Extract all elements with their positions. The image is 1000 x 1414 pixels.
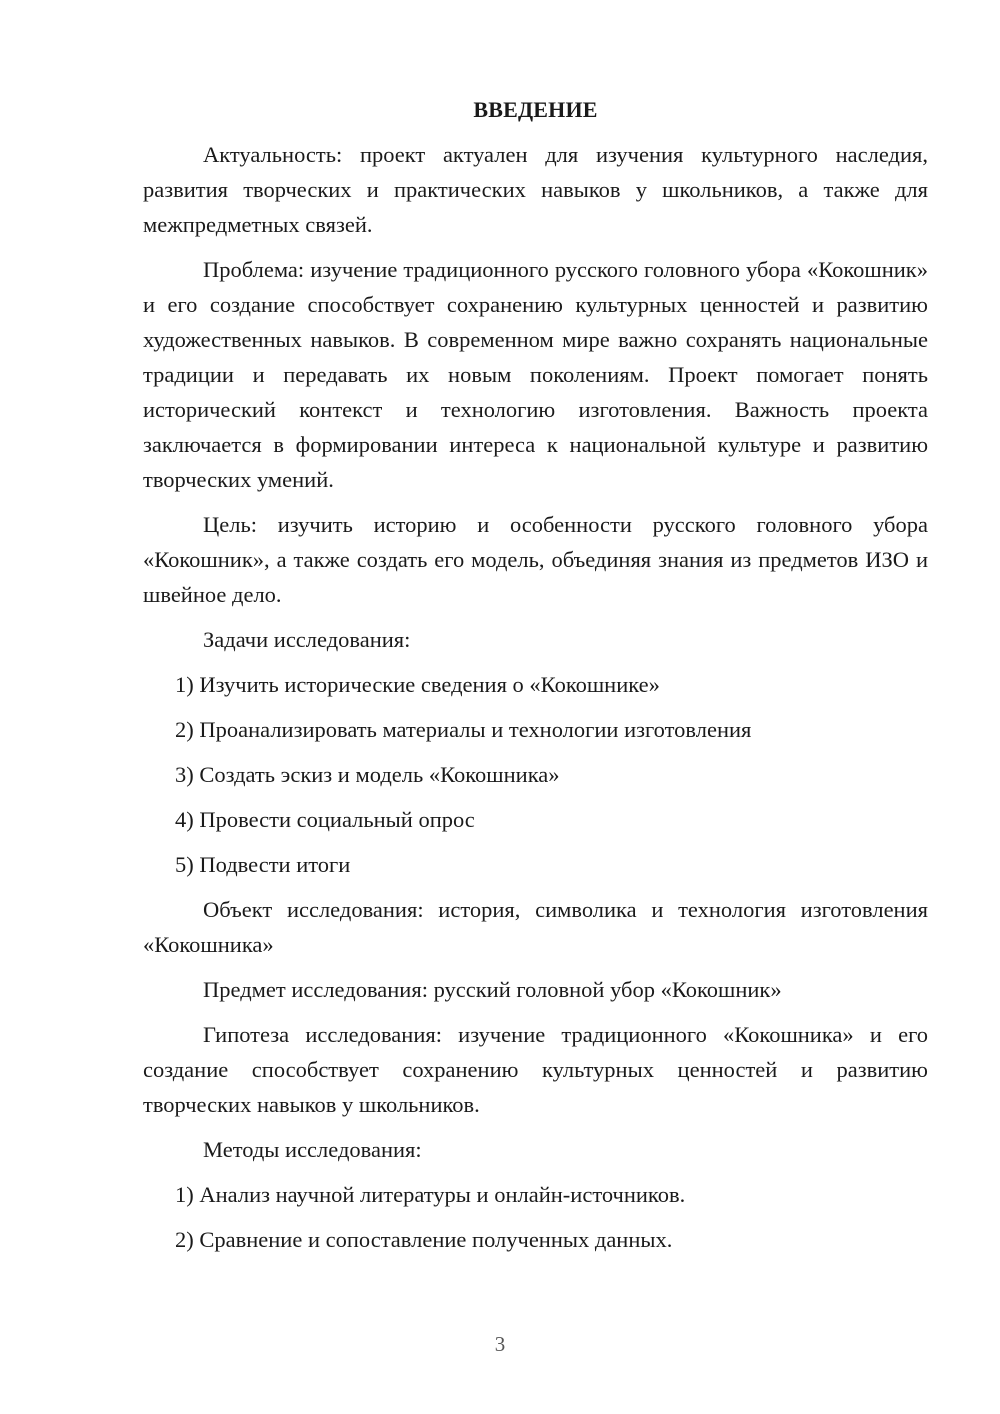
problem-paragraph: Проблема: изучение традиционного русского головного убора «Кокошник» и его создание способствует сохранению культурных ценностей и развитию художественных навыков. В современном мире важно сохранять национальные традиции и передавать их новым поколениям. Проект помогает понять исторический контекст и технологию изготовления. Важность проекта заключается в формировании интереса к национальной культуре и развитию творческих умений. xyxy=(143,257,928,492)
tasks-title: Задачи исследования: xyxy=(203,627,411,652)
task-item-3: 3) Создать эскиз и модель «Кокошника» xyxy=(175,762,560,787)
method-item-2: 2) Сравнение и сопоставление полученных данных. xyxy=(175,1227,673,1252)
task-item-1: 1) Изучить исторические сведения о «Кокошнике» xyxy=(175,672,660,697)
relevance-paragraph: Актуальность: проект актуален для изучения культурного наследия, развития творческих и практических навыков у школьников, а также для межпредметных связей. xyxy=(143,142,928,237)
hypothesis-paragraph: Гипотеза исследования: изучение традиционного «Кокошника» и его создание способствует сохранению культурных ценностей и развитию творческих навыков у школьников. xyxy=(143,1022,928,1117)
task-item-4: 4) Провести социальный опрос xyxy=(175,807,475,832)
object-paragraph: Объект исследования: история, символика и технология изготовления «Кокошника» xyxy=(143,897,928,957)
method-item-1: 1) Анализ научной литературы и онлайн-источников. xyxy=(175,1182,686,1207)
task-item-5: 5) Подвести итоги xyxy=(175,852,351,877)
document-page xyxy=(143,92,928,1267)
goal-paragraph: Цель: изучить историю и особенности русского головного убора «Кокошник», а также создать его модель, объединяя знания из предметов ИЗО и швейное дело. xyxy=(143,512,928,607)
methods-title: Методы исследования: xyxy=(203,1137,422,1162)
methods-list xyxy=(143,1177,928,1257)
subject-paragraph: Предмет исследования: русский головной убор «Кокошник» xyxy=(203,977,782,1002)
section-heading: ВВЕДЕНИЕ xyxy=(473,97,598,122)
tasks-list xyxy=(143,667,928,882)
task-item-2: 2) Проанализировать материалы и технологии изготовления xyxy=(175,717,752,742)
page-number: 3 xyxy=(494,1332,506,1356)
